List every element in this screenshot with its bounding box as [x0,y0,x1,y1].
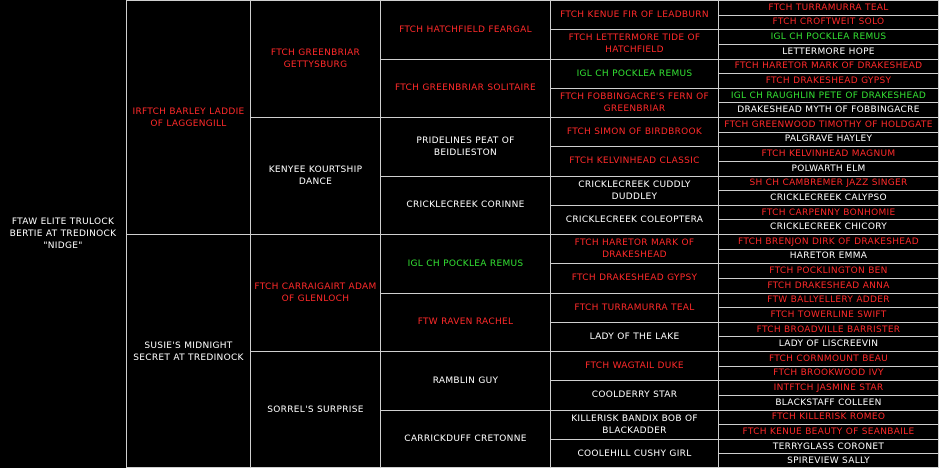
ancestor-gen4: FTCH SIMON OF BIRDBROOK [550,117,718,146]
ancestor-gen3: PRIDELINES PEAT OF BEIDLIESTON [380,117,550,176]
ancestor-gen5: FTCH TOWERLINE SWIFT [718,307,939,322]
ancestor-gen3: FTCH GREENBRIAR SOLITAIRE [380,59,550,118]
ancestor-gen4: IGL CH POCKLEA REMUS [550,59,718,88]
ancestor-gen3: FTCH HATCHFIELD FEARGAL [380,0,550,59]
ancestor-gen3: RAMBLIN GUY [380,351,550,410]
ancestor-gen4: FTCH KELVINHEAD CLASSIC [550,146,718,175]
ancestor-gen2: KENYEE KOURTSHIP DANCE [250,117,380,234]
ancestor-gen4: FTCH LETTERMORE TIDE OF HATCHFIELD [550,29,718,58]
ancestor-gen5: IGL CH RAUGHLIN PETE OF DRAKESHEAD [718,88,939,103]
ancestor-gen3: CARRICKDUFF CRETONNE [380,410,550,468]
ancestor-gen4: COOLEHILL CUSHY GIRL [550,439,718,468]
ancestor-gen5: FTCH BROADVILLE BARRISTER [718,322,939,337]
ancestor-gen3: IGL CH POCKLEA REMUS [380,234,550,293]
ancestor-gen5: FTCH CARPENNY BONHOMIE [718,205,939,220]
ancestor-gen5: INTFTCH JASMINE STAR [718,380,939,395]
ancestor-gen3: FTW RAVEN RACHEL [380,293,550,352]
ancestor-gen4: FTCH WAGTAIL DUKE [550,351,718,380]
ancestor-gen5: FTW BALLYELLERY ADDER [718,293,939,308]
ancestor-gen5: FTCH KILLERISK ROMEO [718,410,939,425]
ancestor-gen4: FTCH FOBBINGACRE'S FERN OF GREENBRIAR [550,88,718,117]
ancestor-gen2: FTCH CARRAIGAIRT ADAM OF GLENLOCH [250,234,380,351]
ancestor-gen5: FTCH POCKLINGTON BEN [718,263,939,278]
ancestor-gen5: LETTERMORE HOPE [718,44,939,59]
ancestor-gen5: FTCH DRAKESHEAD ANNA [718,278,939,293]
ancestor-gen5: FTCH KELVINHEAD MAGNUM [718,146,939,161]
ancestor-gen3: CRICKLECREEK CORINNE [380,176,550,235]
ancestor-gen5: HARETOR EMMA [718,249,939,264]
ancestor-gen4: FTCH DRAKESHEAD GYPSY [550,263,718,292]
ancestor-gen5: FTCH BRENJON DIRK OF DRAKESHEAD [718,234,939,249]
ancestor-gen5: IGL CH POCKLEA REMUS [718,29,939,44]
ancestor-gen4: LADY OF THE LAKE [550,322,718,351]
ancestor-gen5: FTCH CORNMOUNT BEAU [718,351,939,366]
ancestor-gen4: FTCH KENUE FIR OF LEADBURN [550,0,718,29]
ancestor-gen4: CRICKLECREEK COLEOPTERA [550,205,718,234]
ancestor-gen5: FTCH TURRAMURRA TEAL [718,0,939,15]
ancestor-gen5: FTCH BROOKWOOD IVY [718,366,939,381]
ancestor-gen4: FTCH TURRAMURRA TEAL [550,293,718,322]
ancestor-gen4: KILLERISK BANDIX BOB OF BLACKADDER [550,410,718,439]
ancestor-gen5: CRICKLECREEK CALYPSO [718,190,939,205]
ancestor-gen2: FTCH GREENBRIAR GETTYSBURG [250,0,380,117]
ancestor-gen5: SPIREVIEW SALLY [718,453,939,468]
ancestor-gen5: POLWARTH ELM [718,161,939,176]
ancestor-gen5: TERRYGLASS CORONET [718,439,939,454]
ancestor-gen5: FTCH CROFTWEIT SOLO [718,15,939,30]
ancestor-gen5: FTCH DRAKESHEAD GYPSY [718,73,939,88]
ancestor-gen5: BLACKSTAFF COLLEEN [718,395,939,410]
ancestor-gen4: COOLDERRY STAR [550,380,718,409]
ancestor-gen5: PALGRAVE HAYLEY [718,132,939,147]
sire-dam-gen1: SUSIE'S MIDNIGHT SECRET AT TREDINOCK [126,234,250,468]
ancestor-gen5: DRAKESHEAD MYTH OF FOBBINGACRE [718,102,939,117]
ancestor-gen4: CRICKLECREEK CUDDLY DUDDLEY [550,176,718,205]
subject-dog: FTAW ELITE TRULOCK BERTIE AT TREDINOCK "NIDGE" [9,217,117,251]
sire-dam-gen1: IRFTCH BARLEY LADDIE OF LAGGENGILL [126,0,250,234]
ancestor-gen5: LADY OF LISCREEVIN [718,336,939,351]
ancestor-gen5: SH CH CAMBREMER JAZZ SINGER [718,176,939,191]
ancestor-gen5: FTCH GREENWOOD TIMOTHY OF HOLDGATE [718,117,939,132]
ancestor-gen5: FTCH KENUE BEAUTY OF SEANBAILE [718,424,939,439]
ancestor-gen4: FTCH HARETOR MARK OF DRAKESHEAD [550,234,718,263]
ancestor-gen5: CRICKLECREEK CHICORY [718,219,939,234]
ancestor-gen2: SORREL'S SURPRISE [250,351,380,468]
ancestor-gen5: FTCH HARETOR MARK OF DRAKESHEAD [718,59,939,74]
